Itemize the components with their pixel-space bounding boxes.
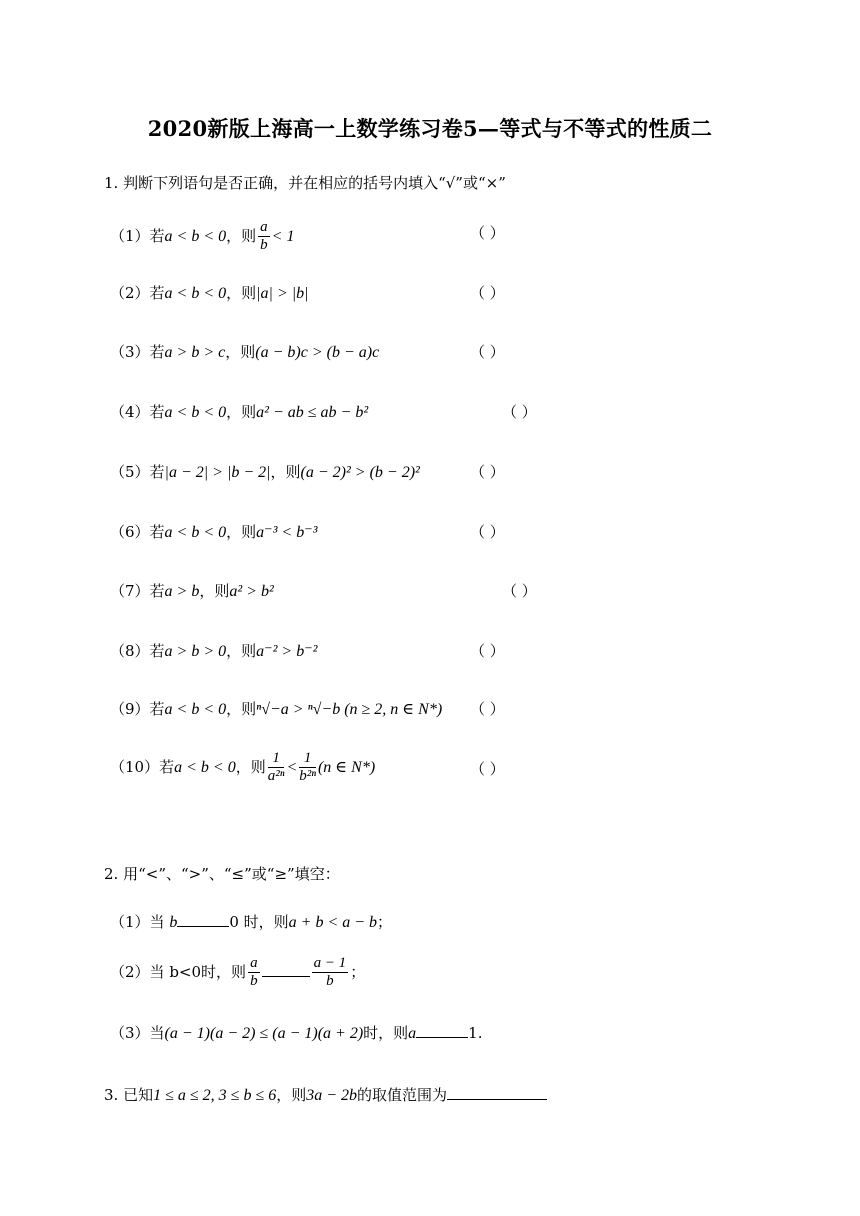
fraction: $\frac{1}{\text{b²ⁿ}}$ (299, 750, 316, 785)
answer-paren-1[interactable]: （ ） (470, 224, 505, 242)
answer-paren-4[interactable]: （ ） (502, 403, 537, 421)
fill-blank[interactable] (177, 912, 229, 927)
q1-item-7: （7）若a > b，则a² > b² (110, 582, 274, 600)
fraction: $\frac{a}{b}$ (260, 219, 268, 254)
q1-item-2: （2）若a < b < 0，则|a| > |b| (110, 284, 309, 302)
answer-paren-10[interactable]: （ ） (470, 760, 505, 778)
q1-item-9: （9）若a < b < 0，则ⁿ√−a > ⁿ√−b (n ≥ 2, n ∈ N*) (110, 700, 443, 718)
q1-item-8: （8）若a > b > 0，则a⁻² > b⁻² (110, 642, 318, 660)
q1-item-3: （3）若a > b > c，则(a − b)c > (b − a)c (110, 343, 380, 361)
answer-paren-6[interactable]: （ ） (470, 523, 505, 541)
answer-paren-3[interactable]: （ ） (470, 343, 505, 361)
q1-item-1: （1）若a < b < 0，则 $\frac{a}{b}$ < 1 (110, 219, 295, 254)
q3-line: 3. 已知1 ≤ a ≤ 2, 3 ≤ b ≤ 6，则3a − 2b的取值范围为 (104, 1084, 547, 1105)
answer-paren-8[interactable]: （ ） (470, 642, 505, 660)
fraction: $\frac{a - 1}{b}$ (313, 955, 347, 990)
fill-blank[interactable] (416, 1023, 468, 1038)
q1-item-6: （6）若a < b < 0，则a⁻³ < b⁻³ (110, 523, 318, 541)
q2-item-2: （2）当 b<0时，则 $\frac{a}{b}$ $\frac{a - 1}{b}$ ； (110, 955, 366, 990)
q1-item-5: （5）若|a − 2| > |b − 2|，则(a − 2)² > (b − 2)² (110, 463, 420, 481)
q1-item-10: （10）若a < b < 0，则 $\frac{1}{\text{a²ⁿ}}$ < $\frac{1}{\text{b²ⁿ}}$ (n ∈ N*) (110, 750, 376, 785)
q1-heading: 1. 判断下列语句是否正确，并在相应的括号内填入“√”或“×” (104, 174, 506, 192)
fraction: $\frac{1}{\text{a²ⁿ}}$ (267, 750, 285, 785)
q1-item-4: （4）若a < b < 0，则a² − ab ≤ ab − b² (110, 403, 369, 421)
fraction: $\frac{a}{b}$ (250, 955, 258, 990)
q2-heading: 2. 用“<”、“>”、“≤”或“≥”填空： (104, 865, 340, 883)
fill-blank[interactable] (447, 1085, 547, 1100)
answer-paren-7[interactable]: （ ） (502, 582, 537, 600)
answer-paren-5[interactable]: （ ） (470, 463, 505, 481)
answer-paren-9[interactable]: （ ） (470, 700, 505, 718)
answer-paren-2[interactable]: （ ） (470, 284, 505, 302)
q2-item-1: （1）当 b 0 时，则a + b < a − b； (110, 913, 393, 931)
q2-item-3: （3）当(a − 1)(a − 2) ≤ (a − 1)(a + 2)时，则a 1. (110, 1024, 483, 1042)
fill-blank[interactable] (262, 962, 310, 977)
page-title: 2020新版上海高一上数学练习卷5—等式与不等式的性质二 (147, 116, 713, 141)
